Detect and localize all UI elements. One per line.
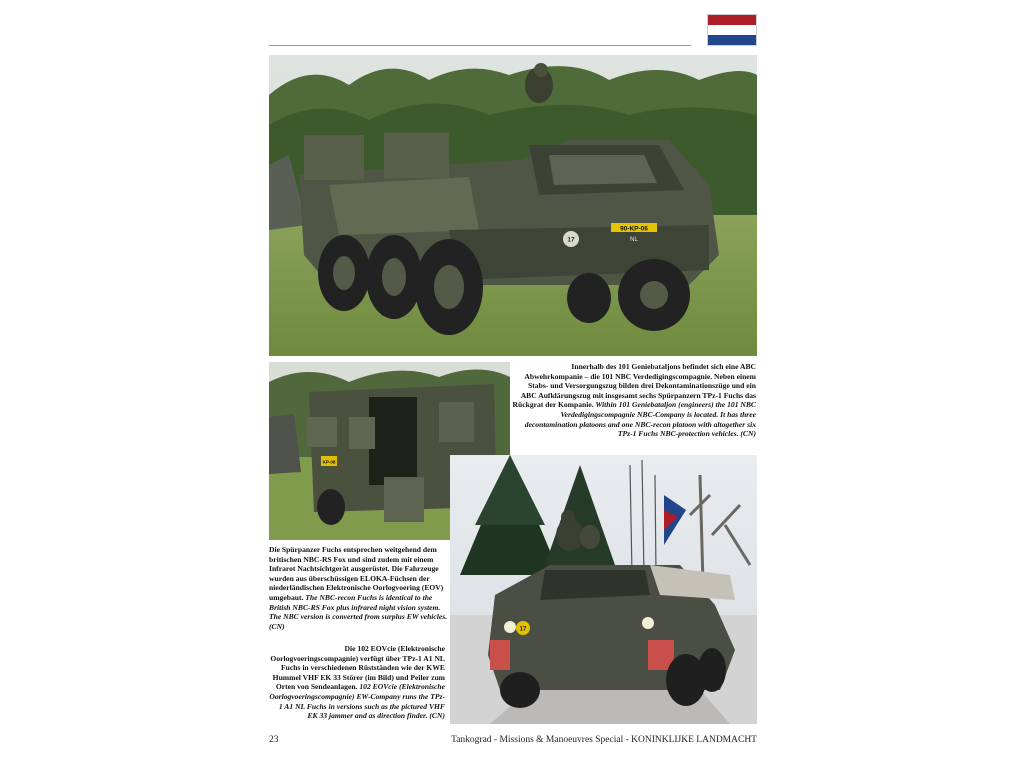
caption-bottom-left-english: 102 EOVcie (Elektronische Oorlogvoeringscompagnie) EW-Company runs the TPz-1 A1 NL Fuchs in versions such as the pictured VHF EK 33 jammer and as direction finder. (CN) [269,682,445,721]
top-photo-nl-marking: NL [630,237,638,243]
photo-fuchs-winter-art [450,455,757,724]
caption-top-right-german: Innerhalb des 101 Geniebataljons befindet sich eine ABC Abwehrkompanie – die 101 NBC Verdedigingscompagnie. Neben einem Stabs- und Versorgungszug bilden drei Dekontaminationszüge und ein ABC Aufklärungszug mit insgesamt sechs Spürpanzern TPz-1 Fuchs das Rückgrat der Kompanie. [512,362,756,410]
flag-blue-band [708,35,756,45]
flag-white-band [708,25,756,35]
caption-top-right-english: Within 101 Geniebataljon (engineers) the 101 NBC Verdedigingscompagnie NBC-Company is located. It has three decontamination platoons and one NBC-recon platoon with altogether six TPz-1 Fuchs NBC-protection vehicles. (CN) [524,400,756,439]
header-rule [269,45,691,46]
netherlands-flag [707,14,757,46]
caption-bottom-left [269,644,445,721]
photo-fuchs-forest [269,55,757,356]
rear-photo-plate: KP-08 [322,459,336,465]
top-photo-plate: 90-KP-06 [620,225,648,233]
photo-fuchs-winter [450,455,757,724]
photo-fuchs-forest-art [269,55,757,356]
winter-photo-unit-badge: 17 [519,626,527,633]
caption-mid-left [269,545,449,631]
footer-title: Tankograd - Missions & Manoeuvres Special - KONINKLIJKE LANDMACHT [451,735,757,745]
page-number: 23 [269,735,279,745]
caption-mid-left-german: Die Spürpanzer Fuchs entsprechen weitgehend dem britischen NBC-RS Fox und sind zudem mit einem Infrarot Nachtsichtgerät ausgerüstet. Die Fahrzeuge wurden aus überschüssigen ELOKA-Füchsen der niederländischen Elektronische Oorlogvoering (EOV) umgebaut. [269,545,444,602]
flag-red-band [708,15,756,25]
caption-mid-left-english: The NBC-recon Fuchs is identical to the British NBC-RS Fox plus infrared night vision system. The NBC version is converted from surplus EW vehicles. (CN) [269,592,448,631]
top-photo-unit-badge: 17 [567,236,575,244]
caption-top-right [512,362,756,439]
caption-bottom-left-german: Die 102 EOVcie (Elektronische Oorlogvoeringscompagnie) verfügt über TPz-1 A1 NL Fuchs in verschiedenen Rüstständen wie der KWE Hummel VHF EK 33 Störer (im Bild) und Peiler zum Orten von Sendeanlagen. [270,644,445,692]
